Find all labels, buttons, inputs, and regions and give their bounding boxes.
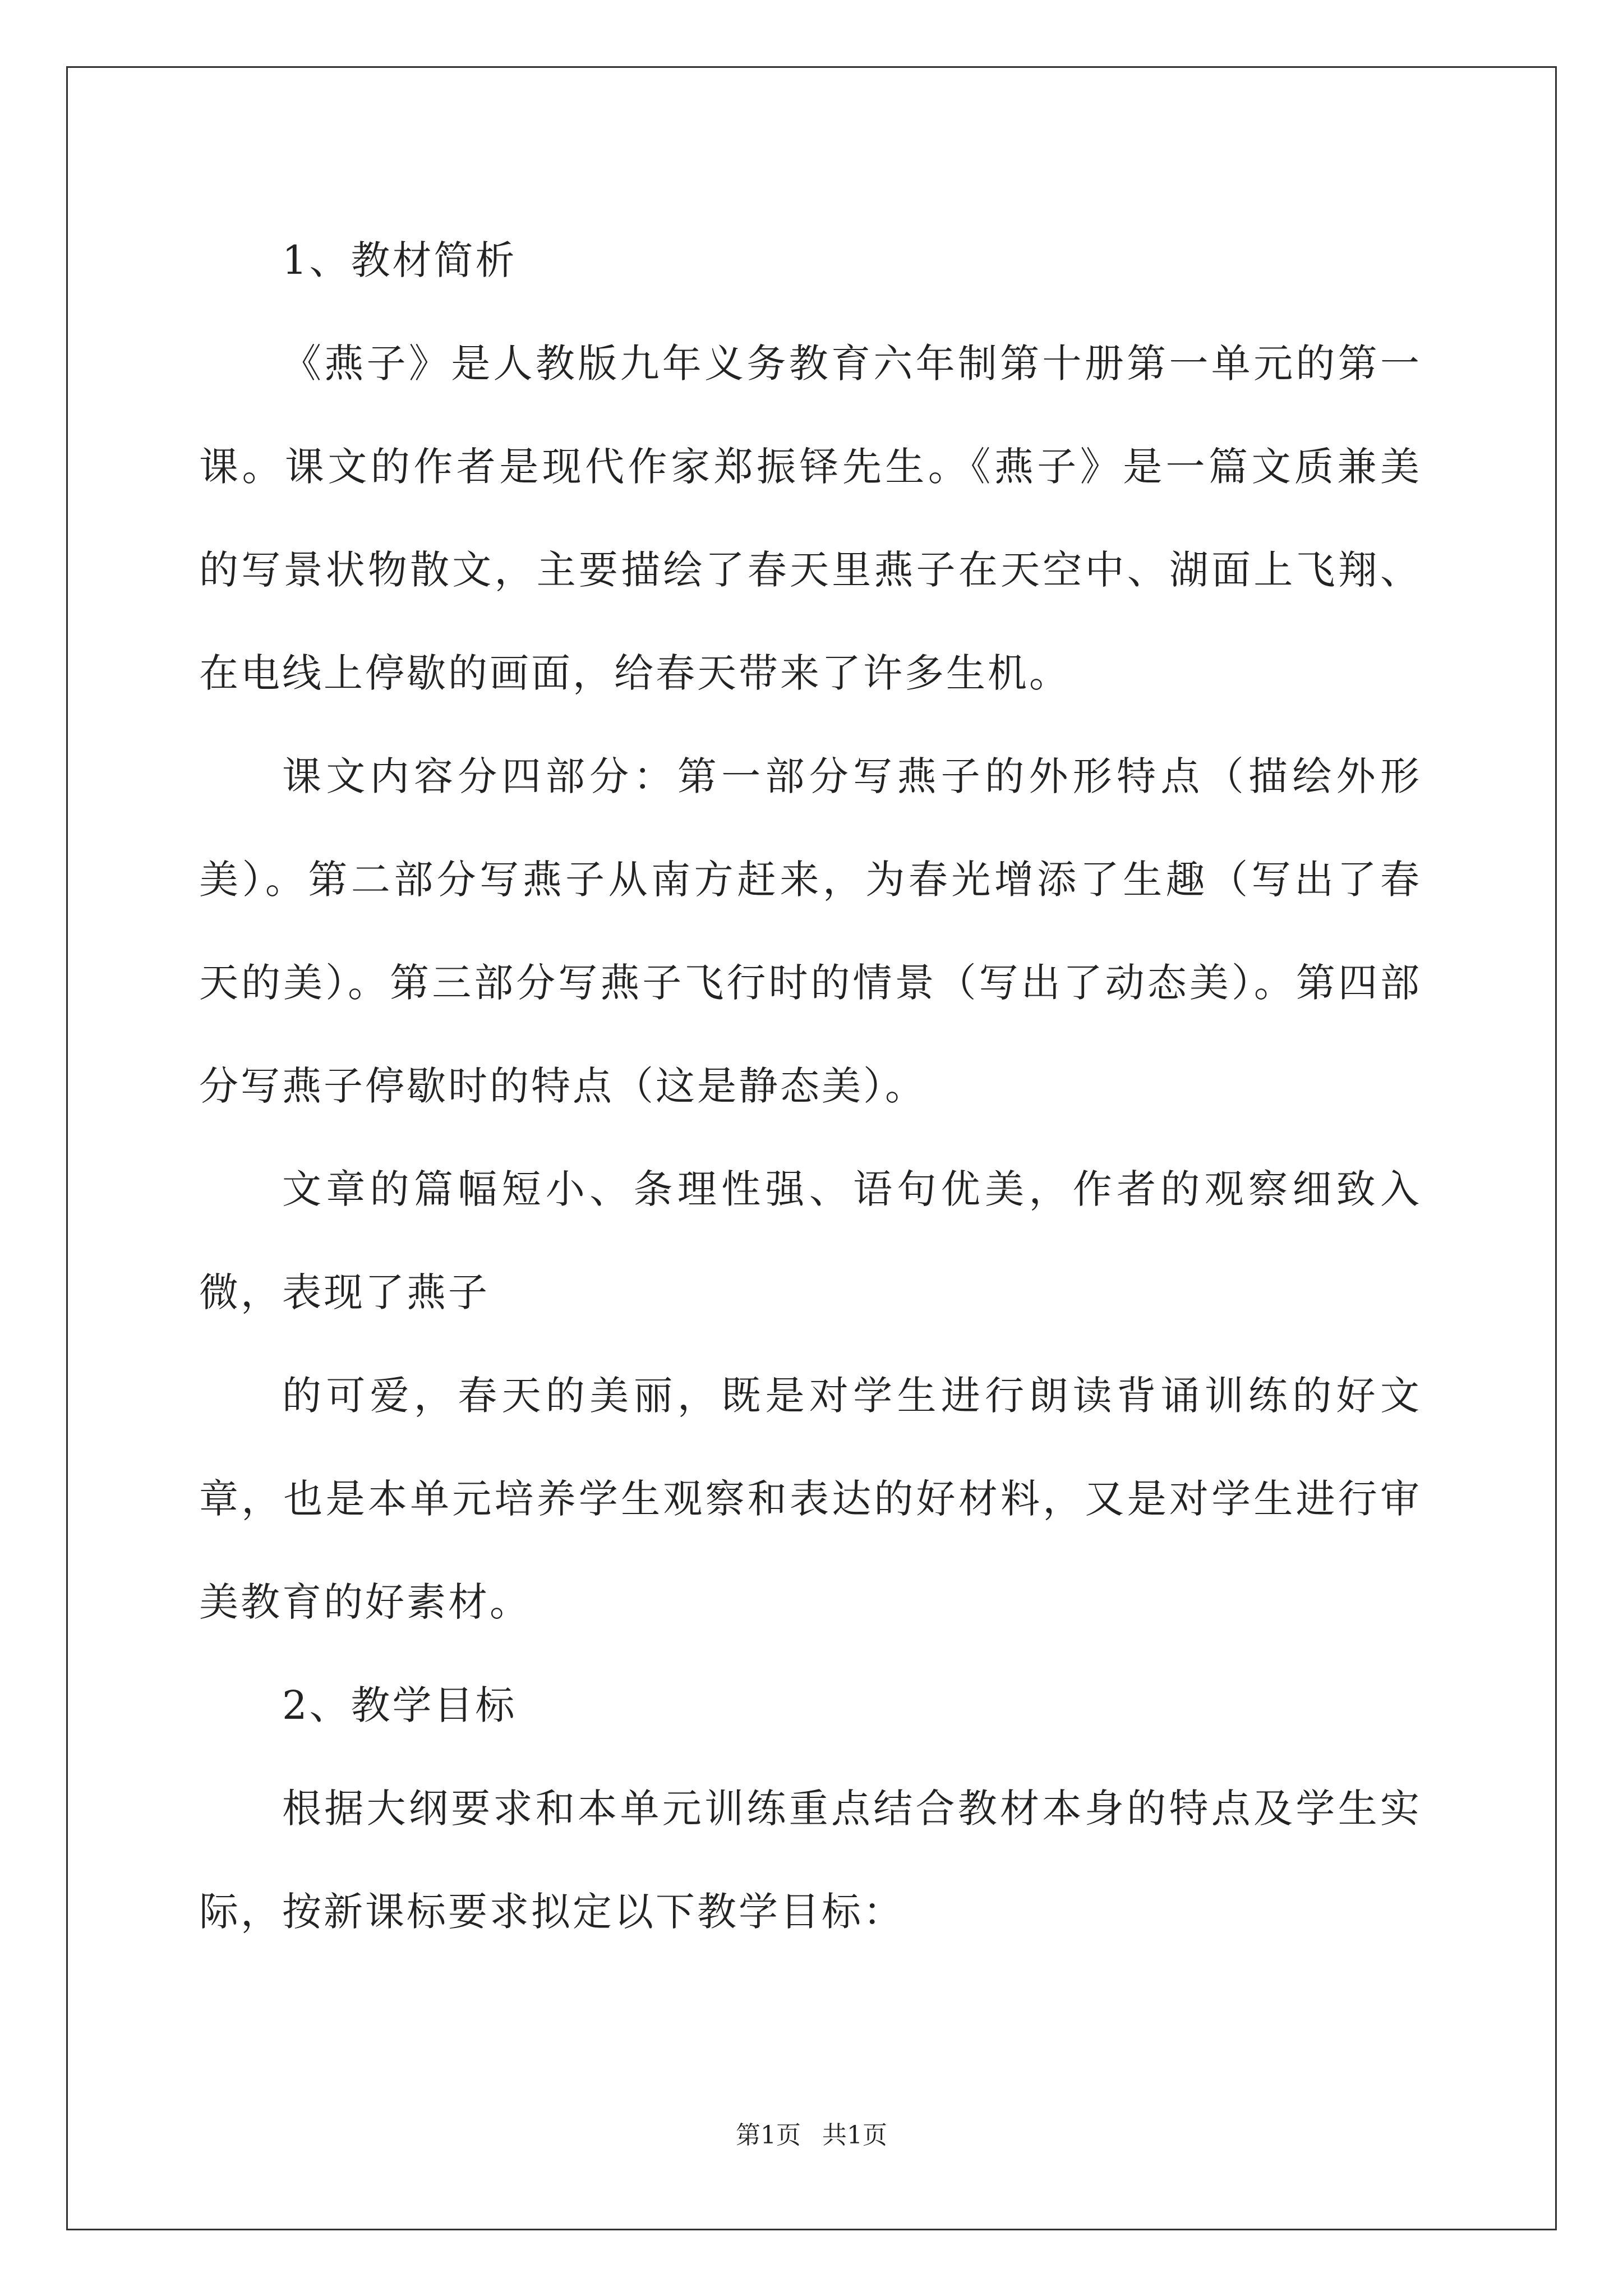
document-body (199, 209, 1422, 1963)
paragraph-intro: 《燕子》是人教版九年义务教育六年制第十册第一单元的第一课。课文的作者是现代作家郑振铎先生。《燕子》是一篇文质兼美的写景状物散文，主要描绘了春天里燕子在天空中、湖面上飞翔、在电线上停歇的画面，给春天带来了许多生机。 (199, 341, 1422, 696)
section-heading-1: 1、教材简析 (282, 237, 517, 283)
paragraph-style: 文章的篇幅短小、条理性强、语句优美，作者的观察细致入微，表现了燕子 (199, 1166, 1422, 1315)
paragraph-value: 的可爱，春天的美丽，既是对学生进行朗读背诵训练的好文章，也是本单元培养学生观察和表达的好材料，又是对学生进行审美教育的好素材。 (199, 1373, 1422, 1625)
page-number: 第1页 (736, 2121, 801, 2150)
section-heading-2: 2、教学目标 (282, 1682, 517, 1728)
page-total: 共1页 (822, 2121, 887, 2150)
paragraph-structure: 课文内容分四部分：第一部分写燕子的外形特点（描绘外形美）。第二部分写燕子从南方赶来，为春光增添了生趣（写出了春天的美）。第三部分写燕子飞行时的情景（写出了动态美）。第四部分写燕子停歇时的特点（这是静态美）。 (199, 753, 1422, 1109)
paragraph-objectives: 根据大纲要求和本单元训练重点结合教材本身的特点及学生实际，按新课标要求拟定以下教学目标： (199, 1786, 1422, 1935)
page-footer (0, 2115, 1623, 2151)
